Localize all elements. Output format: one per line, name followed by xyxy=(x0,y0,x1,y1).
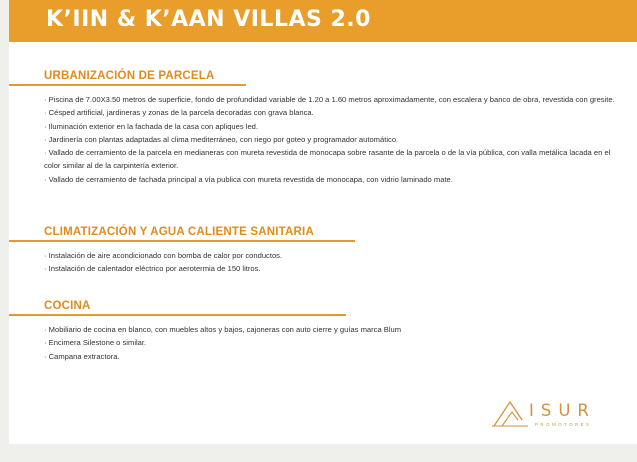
section-title: COCINA xyxy=(44,300,91,312)
list-item: · Encimera Silestone o similar. xyxy=(44,338,147,348)
title-banner xyxy=(9,0,637,42)
list-item: · Vallado de cerramiento de fachada principal a vía publica con mureta revestida de monocapa, con vidrio laminado mate. xyxy=(44,174,453,184)
list-item: · Piscina de 7.00X3.50 metros de superficie, fondo de profundidad variable de 1.20 a 1.60 metros aproximadamente, con escalera y banco de obra, revestida con gresite. xyxy=(44,95,615,104)
logo-tagline: PROMOTORES xyxy=(535,422,592,427)
page-title: K’IIN & K’AAN VILLAS 2.0 xyxy=(46,7,371,32)
section-divider xyxy=(9,314,346,316)
list-item: · Iluminación exterior en la fachada de la casa con apliques led. xyxy=(44,121,259,131)
list-item: · Campana extractora. xyxy=(44,351,120,361)
list-item: · Mobiliario de cocina en blanco, con muebles altos y bajos, cajoneras con auto cierre y guías marca Blum xyxy=(44,325,402,334)
section-list xyxy=(44,249,616,276)
list-item: · Jardinería con plantas adaptadas al clima mediterráneo, con riego por goteo y programador automático. xyxy=(44,134,399,144)
logo-wordmark: ISUR xyxy=(529,401,596,420)
list-item: · Instalación de calentador eléctrico por aerotermia de 150 litros. xyxy=(44,264,261,274)
section-divider xyxy=(9,84,246,86)
section-list xyxy=(44,323,616,363)
list-item: · Instalación de aire acondicionado con bomba de calor por conductos. xyxy=(44,251,283,260)
list-item: · Vallado de cerramiento de la parcela en medianeras con mureta revestida de monocapa sobre rasante de la parcela o de la vía pública, con valla metálica lacada en el color similar al de la carpintería exterior. xyxy=(44,148,611,171)
isur-logo xyxy=(492,398,616,430)
section-title: CLIMATIZACIÓN Y AGUA CALIENTE SANITARIA xyxy=(44,226,314,238)
section-divider xyxy=(9,240,355,242)
list-item: · Césped artificial, jardineras y zonas de la parcela decoradas con grava blanca. xyxy=(44,108,314,118)
document-page xyxy=(9,0,637,444)
section-list xyxy=(44,93,616,186)
section-title: URBANIZACIÓN DE PARCELA xyxy=(44,70,215,82)
